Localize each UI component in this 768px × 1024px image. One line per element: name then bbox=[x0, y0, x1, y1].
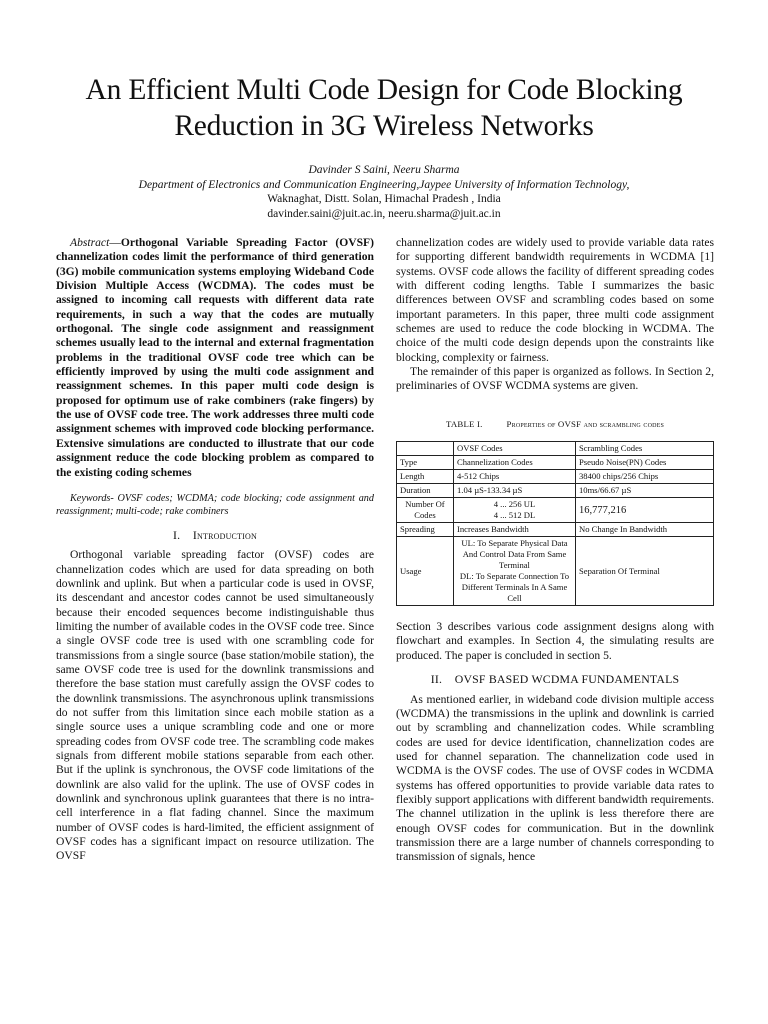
title-line-2: Reduction in 3G Wireless Networks bbox=[174, 110, 594, 142]
table-cell-param: Usage bbox=[397, 537, 454, 606]
table-cell-scrambling: 38400 chips/256 Chips bbox=[576, 470, 714, 484]
table-label: TABLE I. bbox=[445, 418, 483, 429]
section-heading-introduction bbox=[56, 528, 374, 542]
paper-title bbox=[40, 72, 728, 144]
author-names: Davinder S Saini, Neeru Sharma bbox=[308, 164, 460, 176]
table-cell-ovsf: 4-512 Chips bbox=[454, 470, 576, 484]
intro-paragraph-1: Orthogonal variable spreading factor (OVSF) codes are channelization codes which are used for data spreading on both downlink and uplink. But when a particular code is used in OVSF, its descendant and ancestor codes cannot be used simultaneously because their encoded sequences become indistinguishable thus limiting the number of available codes in the OVSF code tree. Since a single OVSF code tree is used with one scrambling code for transmissions from a single source (base station/mobile station), the same OVSF code tree is used for the downlink transmissions and therefore the base station must carefully assign the OVSF codes to the downlink transmissions. The asynchronous uplink transmissions do not suffer from this limitation since each mobile station as a single source uses a unique scrambling code and one or more spreading codes from OVSF code tree. The scrambling code makes signals from different mobile stations separable from each other. But if the uplink is synchronous, the OVSF code limitations of the downlink are also valid for the uplink. The use of OVSF codes in downlink and synchronous uplink guarantees that there is no intra-cell interference in a flat fading channel. Since the maximum number of OVSF codes is hard-limited, the efficient assignment of OVSF codes has a significant impact on resource utilization. The OVSF bbox=[56, 548, 374, 863]
intro-paragraph-2: channelization codes are widely used to provide variable data rates for supporting different bandwidth requirements in WCDMA [1] systems. OVSF code allows the facility of different spreading codes with different coding lengths. Table I summarizes the basic differences between OVSF and scrambling codes based on some important parameters. In this paper, three multi code assignment schemes are used to reduce the code blocking in WCDMA. The choice of the multi code design depends upon the constraints like blocking, complexity or fairness. bbox=[396, 236, 714, 364]
table-row bbox=[397, 484, 714, 498]
author-department: Department of Electronics and Communication Engineering,Jaypee University of Information Technology, bbox=[138, 178, 630, 191]
table-title: Properties of OVSF and scrambling codes bbox=[506, 418, 665, 429]
table-cell-scrambling: Pseudo Noise(PN) Codes bbox=[576, 456, 714, 470]
properties-table bbox=[396, 441, 714, 606]
table-header-cell bbox=[397, 442, 454, 456]
table-cell-ovsf: 1.04 µS-133.34 µS bbox=[454, 484, 576, 498]
table-cell-scrambling: No Change In Bandwidth bbox=[576, 523, 714, 537]
table-cell-scrambling: 16,777,216 bbox=[576, 498, 714, 523]
table-cell-ovsf: Increases Bandwidth bbox=[454, 523, 576, 537]
author-emails: davinder.saini@juit.ac.in, neeru.sharma@juit.ac.in bbox=[267, 207, 501, 220]
table-cell-scrambling: Separation Of Terminal bbox=[576, 537, 714, 606]
table-header-row bbox=[397, 442, 714, 456]
table-row bbox=[397, 470, 714, 484]
table-cell-scrambling: 10ms/66.67 µS bbox=[576, 484, 714, 498]
table-row bbox=[397, 537, 714, 606]
section-title: Introduction bbox=[192, 527, 257, 542]
table-cell-param: Type bbox=[397, 456, 454, 470]
abstract bbox=[56, 236, 374, 480]
section-title: OVSF BASED WCDMA FUNDAMENTALS bbox=[454, 672, 680, 687]
table-row bbox=[397, 456, 714, 470]
table-caption bbox=[396, 417, 714, 431]
section-number: II. bbox=[430, 672, 443, 687]
table-header-cell: OVSF Codes bbox=[454, 442, 576, 456]
fundamentals-paragraph-1: As mentioned earlier, in wideband code division multiple access (WCDMA) the transmissions in the uplink and downlink is carried out by scrambling and channelization codes. While scrambling codes are used for device identification, channelization codes are used for channel separation. The channelization code used in WCDMA is the OVSF codes. The use of OVSF codes in WCDMA systems has offered opportunities to provide variable data rates to flexibly support applications with different bandwidth requirements. The channel utilization in the uplink is less therefore there are enough OVSF codes for communication. But in the downlink transmission there are a large number of channels corresponding to transmission of signals, hence bbox=[396, 692, 714, 864]
abstract-text: Orthogonal Variable Spreading Factor (OVSF) channelization codes limit the performance of third generation (3G) mobile communication systems employing Wideband Code Division Multiple Access (WCDMA). The codes must be assigned to incoming call requests with different data rate requirements, in such a way that the codes are mutually orthogonal. The single code assignment and reassignment schemes usually lead to the internal and external fragmentation problems in the traditional OVSF code tree which can be efficiently improved by using the multi code assignment and reassignment schemes. In this paper multi code design is proposed for optimum use of rake combiners (rake fingers) by the use of OVSF code tree. The work addresses three multi code assignment schemes with improved code blocking performance. Extensive simulations are conducted to illustrate that our code assignment reduce the code blocking problem as compared to the existing coding schemes bbox=[56, 236, 374, 479]
title-line-1: An Efficient Multi Code Design for Code Blocking bbox=[85, 74, 683, 106]
left-column bbox=[56, 236, 374, 864]
table-cell-ovsf: Channelization Codes bbox=[454, 456, 576, 470]
table-row bbox=[397, 498, 714, 523]
table-cell-ovsf: 4 ... 256 UL 4 ... 512 DL bbox=[454, 498, 576, 523]
keywords: Keywords- OVSF codes; WCDMA; code blocking; code assignment and reassignment; multi-code; rake combiners bbox=[56, 492, 374, 518]
section-heading-fundamentals bbox=[396, 672, 714, 686]
table-cell-param: Length bbox=[397, 470, 454, 484]
table-cell-ovsf: UL: To Separate Physical Data And Control Data From Same Terminal DL: To Separate Connection To Different Terminals In A Same Cell bbox=[454, 537, 576, 606]
table-header-cell: Scrambling Codes bbox=[576, 442, 714, 456]
right-column bbox=[396, 236, 714, 865]
intro-paragraph-4: Section 3 describes various code assignment designs along with flowchart and examples. In Section 4, the simulating results are produced. The paper is concluded in section 5. bbox=[396, 620, 714, 662]
table-row bbox=[397, 523, 714, 537]
table-cell-param: Number Of Codes bbox=[397, 498, 454, 523]
author-address: Waknaghat, Distt. Solan, Himachal Pradesh , India bbox=[267, 193, 501, 205]
table-cell-param: Spreading bbox=[397, 523, 454, 537]
section-number: I. bbox=[173, 527, 181, 542]
abstract-dash: — bbox=[109, 236, 121, 249]
table-cell-param: Duration bbox=[397, 484, 454, 498]
abstract-label: Abstract bbox=[70, 236, 110, 249]
author-block bbox=[40, 163, 728, 221]
intro-paragraph-3: The remainder of this paper is organized as follows. In Section 2, preliminaries of OVSF WCDMA systems are given. bbox=[396, 365, 714, 393]
